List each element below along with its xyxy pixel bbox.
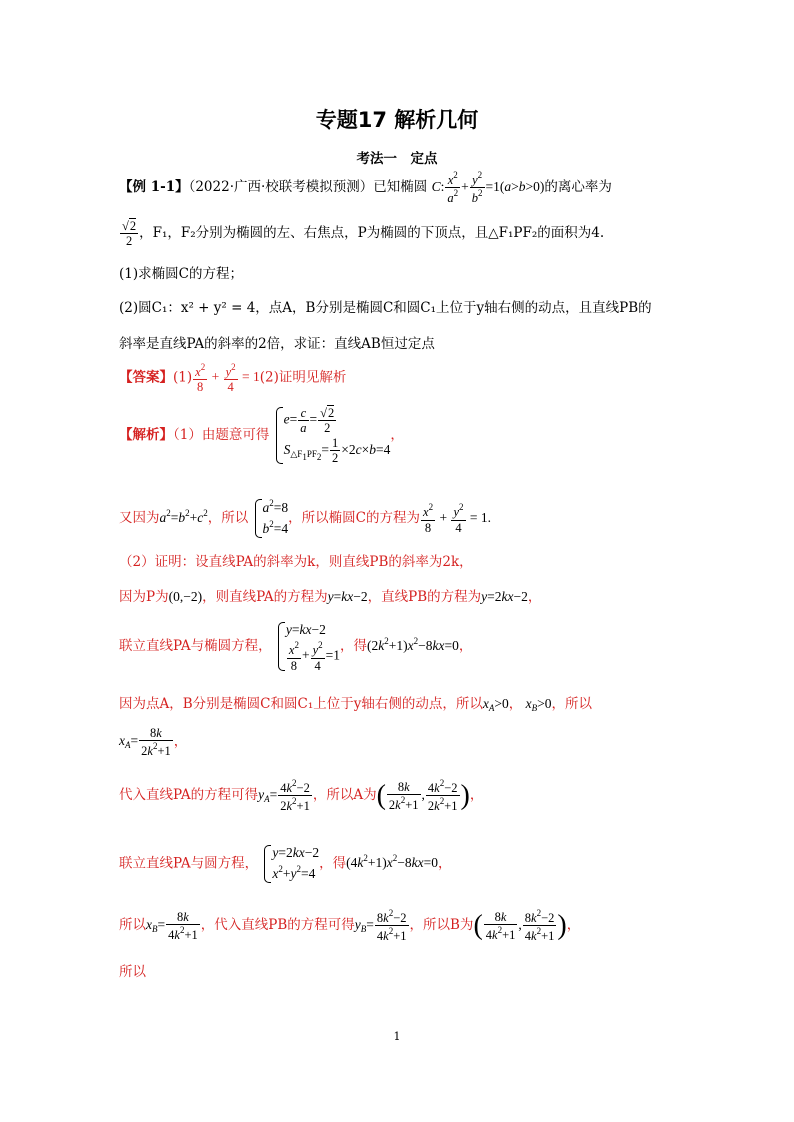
solution-s6b: ，所以	[551, 696, 592, 712]
solution-line-11: 所以	[119, 964, 146, 980]
solution-line-10: 所以$x_B=$ $\frac{8k}{4k^2+1}$ ，代入直线PB的方程可得$y_B=$ $\frac{8k^2-2}{4k^2+1}$ ，所以B为( $\frac{8k}{4k^2+1}$ , $\frac{8k^2-2}{4k^2+1}$ )，	[119, 908, 581, 944]
solution-s4a: 因为P为	[119, 589, 169, 605]
solution-s2b: ，所以	[207, 509, 249, 526]
solution-s9b: ，得	[319, 855, 347, 872]
point-b: ( $\frac{8k}{4k^2+1}$ , $\frac{8k^2-2}{4k^2+1}$ )	[473, 908, 567, 944]
solution-s4c: ，直线PB的方程为	[367, 589, 482, 605]
answer-ellipse: $\frac{x^2}{8}$ + $\frac{y^2}{4}$ = 1	[195, 362, 260, 395]
solution-s9a: 联立直线PA与圆方程，	[119, 855, 259, 872]
solution-s8b: ，所以A为	[312, 786, 377, 803]
ellipse-equation: C: $\frac{x^2}{a^2}$ + $\frac{y^2}{b^2}$ =1(a>b>0)	[431, 170, 545, 206]
abc-relation: $a^2=b^2+c^2$	[159, 507, 208, 525]
question-1: (1)求椭圆C的方程；	[119, 266, 243, 282]
system-1: e= $\frac{c}{a}$ = $\frac{√2}{2}$ $S_{\triangle F_1PF_2}=$ $\frac{1}{2}$ ×2c×b=4	[274, 405, 391, 466]
solution-s10c: ，所以B为	[409, 916, 474, 933]
eccentricity-value: $\frac{√2}{2}$	[122, 219, 137, 249]
solution-line-7: $x_A=$ $\frac{8k}{2k^2+1}$ ，	[119, 726, 188, 759]
solution-line-6: 因为点A，B分别是椭圆C和圆C₁上位于y轴右侧的动点，所以$x_A>0$， $x_B>0$，所以	[119, 696, 592, 713]
solution-s6: 因为点A，B分别是椭圆C和圆C₁上位于y轴右侧的动点，所以	[119, 696, 483, 712]
ellipse-result: $\frac{x^2}{8}$ + $\frac{y^2}{4}$ = 1.	[423, 502, 492, 535]
solution-line-2	[119, 497, 491, 540]
solution-s10a: 所以	[119, 916, 146, 933]
example-source: （2022·广西·校联考模拟预测）	[188, 178, 374, 195]
xb-positive: $x_B>0$	[525, 696, 552, 713]
solution-s1: （1）由题意可得	[173, 426, 270, 443]
solution-tag: 【解析】	[119, 426, 173, 443]
solution-s5a: 联立直线PA与椭圆方程，	[119, 638, 272, 654]
example-line2-text: ，F₁，F₂分别为椭圆的左、右焦点，P为椭圆的下顶点，且△F₁PF₂的面积为4.	[139, 224, 605, 241]
answer-line	[119, 362, 346, 395]
xb-value: $x_B=$ $\frac{8k}{4k^2+1}$	[146, 909, 198, 942]
point-p: (0,−2)	[168, 589, 203, 604]
solution-s2c: ，所以椭圆C的方程为	[288, 509, 421, 526]
ya-value: $y_A=$ $\frac{4k^2-2}{2k^2+1}$	[258, 778, 310, 814]
quadratic-1: $(2k^2+1)x^2-8kx=0$	[367, 636, 459, 653]
example-line-1	[119, 170, 612, 206]
page-number: 1	[393, 1030, 401, 1043]
solution-line-8: 代入直线PA的方程可得$y_A=$ $\frac{4k^2-2}{2k^2+1}$ ，所以A为( $\frac{8k}{2k^2+1}$ , $\frac{4k^2-2}{2k^2+1}$ )，	[119, 778, 484, 814]
line-pb-eq: y=2kx−2	[481, 589, 528, 604]
page-title: 专题17 解析几何	[315, 108, 479, 132]
system-2: $a^2=8$ $b^2=4$	[253, 497, 289, 540]
example-line-2	[119, 218, 604, 249]
quadratic-2: $(4k^2+1)x^2-8kx=0$	[346, 853, 438, 871]
solution-s10b: ，代入直线PB的方程可得	[200, 916, 355, 933]
xa-value: $x_A=$ $\frac{8k}{2k^2+1}$	[119, 726, 171, 759]
answer-tag: 【答案】	[119, 369, 173, 386]
yb-value: $y_B=$ $\frac{8k^2-2}{4k^2+1}$	[354, 908, 407, 944]
point-a: ( $\frac{8k}{2k^2+1}$ , $\frac{4k^2-2}{2k^2+1}$ )	[376, 778, 470, 814]
solution-line-3: （2）证明：设直线PA的斜率为k，则直线PB的斜率为2k，	[119, 554, 473, 570]
solution-s8a: 代入直线PA的方程可得	[119, 786, 259, 803]
example-intro: 已知椭圆	[373, 178, 428, 195]
solution-s4b: ，则直线PA的方程为	[202, 589, 328, 605]
solution-s5b: ，得	[340, 638, 368, 654]
solution-line-5: 联立直线PA与椭圆方程， y=kx−2 $\frac{x^2}{8}$ + $\frac{y^2}{4}$ =1 ，得$(2k^2+1)x^2-8kx=0$，	[119, 622, 473, 673]
solution-line-9: 联立直线PA与圆方程， y=2kx−2 $x^2+y^2=4$ ，得$(4k^2+1)x^2-8kx=0$，	[119, 843, 451, 885]
question-2a: (2)圆C₁：x² + y² = 4，点A，B分别是椭圆C和圆C₁上位于y轴右侧的动点，且直线PB的	[119, 300, 652, 316]
system-4: y=2kx−2 $x^2+y^2=4$	[262, 843, 319, 885]
line-pa-eq: y=kx−2	[327, 589, 368, 604]
question-2b: 斜率是直线PA的斜率的2倍，求证：直线AB恒过定点	[119, 336, 435, 352]
system-3: y=kx−2 $\frac{x^2}{8}$ + $\frac{y^2}{4}$ =1	[276, 620, 340, 673]
xa-positive: $x_A>0$	[482, 696, 509, 713]
solution-s2a: 又因为	[119, 509, 160, 526]
solution-line-4: 因为P为(0,−2)，则直线PA的方程为y=kx−2，直线PB的方程为y=2kx−2，	[119, 589, 542, 605]
example-tag: 【例 1-1】	[119, 178, 189, 195]
solution-line-1: 【解析】（1）由题意可得 e= $\frac{c}{a}$ = $\frac{√2}{2}$ $S_{\triangle F_1PF_2}=$ $\frac{1}{2}$ ×2c×b=4 ，	[119, 405, 404, 466]
section-subtitle: 考法一 定点	[356, 151, 438, 167]
ecc-text: 的离心率为	[544, 178, 612, 195]
answer-part2: (2)证明见解析	[259, 369, 347, 386]
answer-part1: (1)	[173, 369, 193, 386]
